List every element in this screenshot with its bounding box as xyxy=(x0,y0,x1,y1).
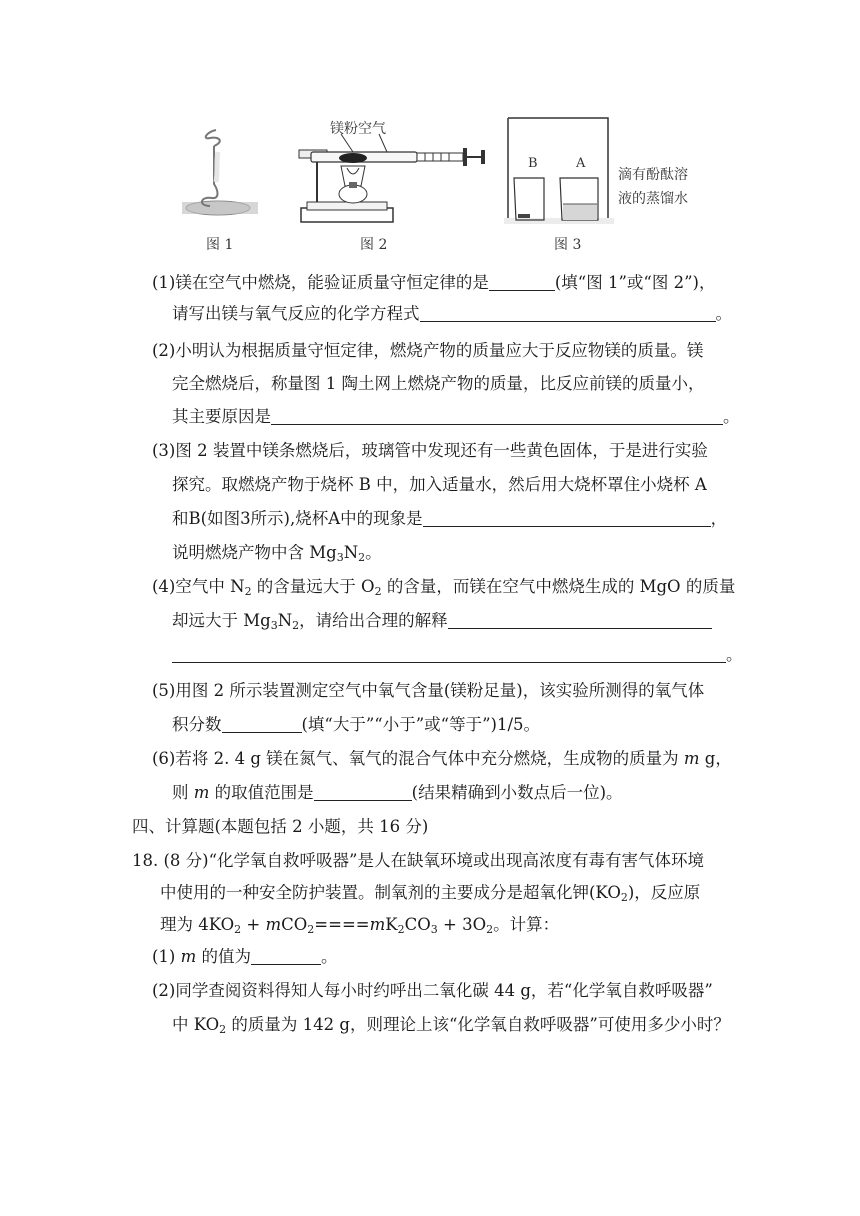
q3-line-1: (3)图 2 装置中镁条燃烧后，玻璃管中发现还有一些黄色固体，于是进行实验 xyxy=(152,441,708,460)
q5-line-1: (5)用图 2 所示装置测定空气中氧气含量(镁粉足量)，该实验所测得的氧气体 xyxy=(152,681,705,700)
q18-sub-1: (1) m 的值为 。 xyxy=(152,947,338,966)
q4-line-3: 。 xyxy=(172,644,743,666)
q18-line-1: 18. (8 分)“化学氧自救呼吸器”是人在缺氧环境或出现高浓度有毒有害气体环境 xyxy=(132,851,704,870)
q18-line-3: 理为 $4KO_2 + mCO_2====mK_2CO_3 + 3O_2$。计算： xyxy=(160,915,560,936)
figure-2-caption: 图 2 xyxy=(360,237,388,253)
figures-row xyxy=(140,112,740,262)
q5-answer-blank[interactable] xyxy=(222,715,302,733)
q1-line-1: (1)镁在空气中燃烧，能验证质量守恒定律的是 (填“图 1”或“图 2”)， xyxy=(152,273,716,292)
q18-answer-blank[interactable] xyxy=(251,947,321,965)
q2-line-2: 完全燃烧后，称量图 1 陶土网上燃烧产物的质量，比反应前镁的质量小， xyxy=(172,374,705,393)
figure-2-apparatus xyxy=(295,122,495,230)
q2-line-3: 其主要原因是 。 xyxy=(172,407,740,426)
section-4-heading: 四、计算题(本题包括 2 小题，共 16 分) xyxy=(132,817,429,836)
q6-line-1: (6)若将 2. 4 g 镁在氮气、氧气的混合气体中充分燃烧，生成物的质量为 m g， xyxy=(152,749,732,768)
figure-3-note-1: 滴有酚酞溶 xyxy=(618,167,688,183)
q18-line-2: 中使用的一种安全防护装置。制氧剂的主要成分是超氧化钾$(KO_2)$，反应原 xyxy=(160,883,701,904)
q1-line-2: 请写出镁与氧气反应的化学方程式 。 xyxy=(172,304,732,323)
q18-sub-2-line-2: 中 $KO_2$ 的质量为 142 g，则理论上该“化学氧自救呼吸器”可使用多少小时？ xyxy=(172,1015,730,1036)
q6-answer-blank[interactable] xyxy=(314,783,412,801)
q6-line-2: 则 m 的取值范围是 (结果精确到小数点后一位)。 xyxy=(172,783,623,802)
figure-1-caption: 图 1 xyxy=(206,237,234,253)
q3-line-2: 探究。取燃烧产物于烧杯 B 中，加入适量水，然后用大烧杯罩住小烧杯 A xyxy=(172,475,707,494)
q1-answer-blank-1[interactable] xyxy=(489,273,555,291)
q18-sub-2-line-1: (2)同学查阅资料得知人每小时约呼出二氧化碳 44 g，若“化学氧自救呼吸器” xyxy=(152,981,713,1000)
figure-3-label-b: B xyxy=(528,156,538,171)
q4-answer-blank-1[interactable] xyxy=(448,611,712,629)
figure-3-label-a: A xyxy=(576,156,586,171)
q4-line-2: 却远大于 $Mg_3N_2$，请给出合理的解释 xyxy=(172,610,712,632)
figure-3-caption: 图 3 xyxy=(554,237,582,253)
q4-answer-blank-2[interactable] xyxy=(172,645,726,663)
figure-1-ribbon-burning xyxy=(180,126,260,226)
q2-answer-blank[interactable] xyxy=(271,407,723,425)
q2-line-1: (2)小明认为根据质量守恒定律，燃烧产物的质量应大于反应物镁的质量。镁 xyxy=(152,341,704,360)
q5-line-2: 积分数 (填“大于”“小于”或“等于”)1/5。 xyxy=(172,715,541,734)
figure-2-label: 镁粉空气 xyxy=(330,121,386,137)
q3-line-4: 说明燃烧产物中含 $Mg_3N_2$。 xyxy=(172,543,382,564)
q3-answer-blank[interactable] xyxy=(423,509,711,527)
figure-3-note-2: 液的蒸馏水 xyxy=(618,191,688,207)
q4-line-1: (4)空气中 $N_2$ 的含量远大于 $O_2$ 的含量，而镁在空气中燃烧生成的 MgO 的质量 xyxy=(152,577,736,598)
figure-3-beakers xyxy=(504,114,624,226)
q1-answer-blank-2[interactable] xyxy=(420,304,716,322)
q3-line-3: 和B(如图3所示),烧杯A中的现象是 ， xyxy=(172,509,728,528)
